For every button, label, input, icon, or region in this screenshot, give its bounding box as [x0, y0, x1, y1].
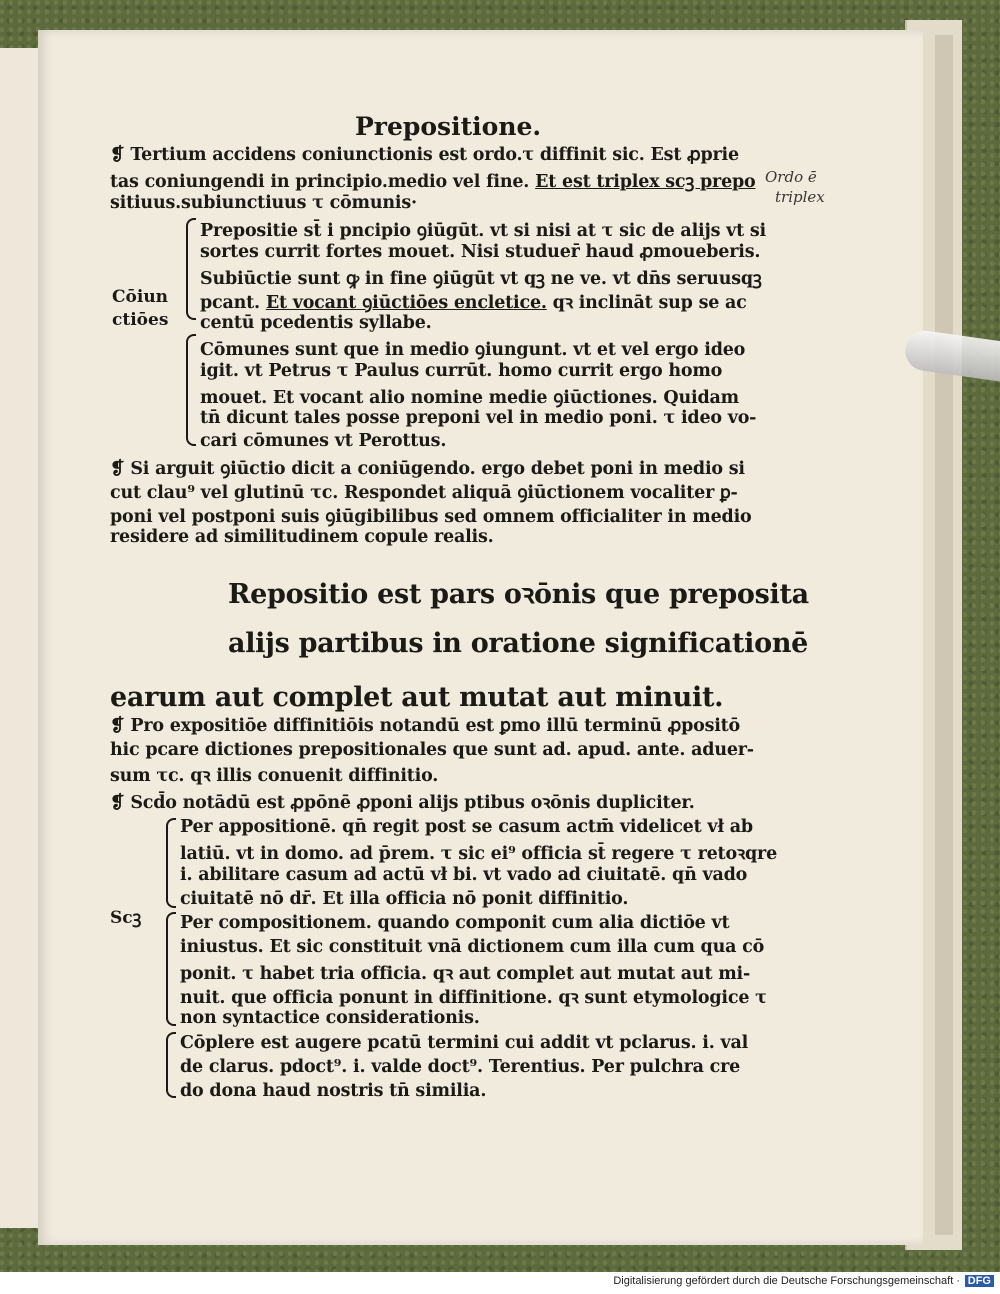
underlined-phrase: Et est triplex scꝫ prepo	[535, 172, 756, 192]
brace1-line-6: Cōmunes sunt que in medio ꝯiungunt. vt et vel ergo ideo	[200, 340, 746, 360]
side-label-scilicet: Scꝫ	[110, 908, 142, 928]
underlined-phrase: Et vocant ꝯiūctiōes encletice.	[265, 293, 547, 313]
brace-complere	[166, 1032, 176, 1098]
brace1-line-8: mouet. Et vocant alio nomine medie ꝯiūctiones. Quidam	[200, 388, 739, 408]
definition-line-1: Repositio est pars oꝛōnis que preposita	[228, 579, 809, 610]
para3-line-1: ❡ Pro expositiōe diffinitiōis notandū est ꝑmo illū terminū ꝓpositō	[110, 716, 741, 736]
para3-line-4: ❡ Scd̄o notādū est ꝓpōnē ꝓponi alijs ptibus oꝛōnis dupliciter.	[110, 793, 695, 813]
brace-compositio	[166, 912, 176, 1026]
brace2-line-11: de clarus. pdoct⁹. i. valde doct⁹. Terentius. Per pulchra cre	[180, 1057, 741, 1077]
page-stack-edge-inner	[935, 35, 953, 1235]
side-label-coniunctiones-1: Cōiun	[112, 287, 169, 307]
brace1-line-3: Subiūctie sunt ꝙ in fine ꝯiūgūt vt qꝫ ne ve. vt dn̄s seruusqꝫ	[200, 269, 762, 289]
brace1-line-7: igit. vt Petrus τ Paulus currūt. homo currit ergo homo	[200, 361, 723, 381]
brace1-line-10: cari cōmunes vt Perottus.	[200, 431, 447, 451]
brace2-line-7: ponit. τ habet tria officia. qꝛ aut complet aut mutat aut mi-	[180, 964, 751, 984]
page-heading: Prepositione.	[355, 112, 542, 141]
brace2-line-12: do dona haud nostris tn̄ similia.	[180, 1081, 487, 1101]
definition-line-3: earum aut complet aut mutat aut minuit.	[110, 682, 724, 713]
para2-line-4: residere ad similitudinem copule realis.	[110, 527, 494, 547]
handwritten-margin-note-2: triplex	[775, 188, 825, 206]
brace-appositio	[166, 818, 176, 908]
brace1-line-9: tn̄ dicunt tales posse preponi vel in medio poni. τ ideo vo-	[200, 408, 757, 428]
brace2-line-6: iniustus. Et sic constituit vnā dictionem cum illa cum qua cō	[180, 937, 765, 957]
brace2-line-10: Cōplere est augere pcatū termini cui addit vt pclarus. i. val	[180, 1033, 749, 1053]
definition-line-2: alijs partibus in oratione significationē	[228, 628, 809, 659]
brace1-line-2: sortes currit fortes mouet. Nisi studuer̄ haud ꝓmoueberis.	[200, 242, 761, 262]
handwritten-margin-note-1: Ordo ē	[765, 168, 817, 186]
brace2-line-4: ciuitatē nō dr̄. Et illa officia nō ponit diffinitio.	[180, 889, 629, 909]
dfg-logo: DFG	[965, 1275, 994, 1287]
left-page-edge	[0, 48, 41, 1228]
brace-upper	[186, 218, 196, 320]
para2-line-1: ❡ Si arguit ꝯiūctio dicit a coniūgendo. ergo debet poni in medio si	[110, 459, 745, 479]
para3-line-3: sum τc. qꝛ illis conuenit diffinitio.	[110, 766, 439, 786]
footer-bar	[0, 1272, 1000, 1294]
brace2-line-5: Per compositionem. quando componit cum alia dictiōe vt	[180, 913, 730, 933]
para1-line-3: sitiuus.subiunctiuus τ cōmunis·	[110, 193, 417, 213]
brace1-line-1: Prepositie st̄ i pncipio ꝯiūgūt. vt si nisi at τ sic de alijs vt si	[200, 221, 766, 241]
brace1-line-5: centū pcedentis syllabe.	[200, 313, 432, 333]
footer-credit: Digitalisierung gefördert durch die Deutsche Forschungsgemeinschaft ·	[613, 1275, 960, 1287]
para2-line-3: poni vel postponi suis ꝯiūgibilibus sed omnem officialiter in medio	[110, 507, 752, 527]
brace2-line-9: non syntactice considerationis.	[180, 1008, 480, 1028]
para3-line-2: hic pcare dictiones prepositionales que sunt ad. apud. ante. aduer-	[110, 740, 754, 760]
brace2-line-2: latiū. vt in domo. ad p̄rem. τ sic ei⁹ officia st̄ regere τ retoꝛqre	[180, 844, 777, 864]
brace2-line-3: i. abilitare casum ad actū vł bi. vt vado ad ciuitatē. qn̄ vado	[180, 865, 748, 885]
para1-line-2: tas coniungendi in principio.medio vel fine. Et est triplex scꝫ prepo	[110, 172, 756, 192]
brace2-line-1: Per appositionē. qn̄ regit post se casum actm̄ videlicet vł ab	[180, 817, 753, 837]
side-label-coniunctiones-2: ctiōes	[112, 310, 169, 330]
brace2-line-8: nuit. que officia ponunt in diffinitione. qꝛ sunt etymologice τ	[180, 988, 767, 1008]
brace1-line-4: pcant. Et vocant ꝯiūctiōes encletice. qꝛ inclināt sup se ac	[200, 293, 747, 313]
para2-line-2: cut clau⁹ vel glutinū τc. Respondet aliquā ꝯiūctionem vocaliter ꝑ-	[110, 483, 738, 503]
para1-line-1: ❡ Tertium accidens coniunctionis est ordo.τ diffinit sic. Est ꝓprie	[110, 145, 739, 165]
brace-lower	[186, 334, 196, 446]
